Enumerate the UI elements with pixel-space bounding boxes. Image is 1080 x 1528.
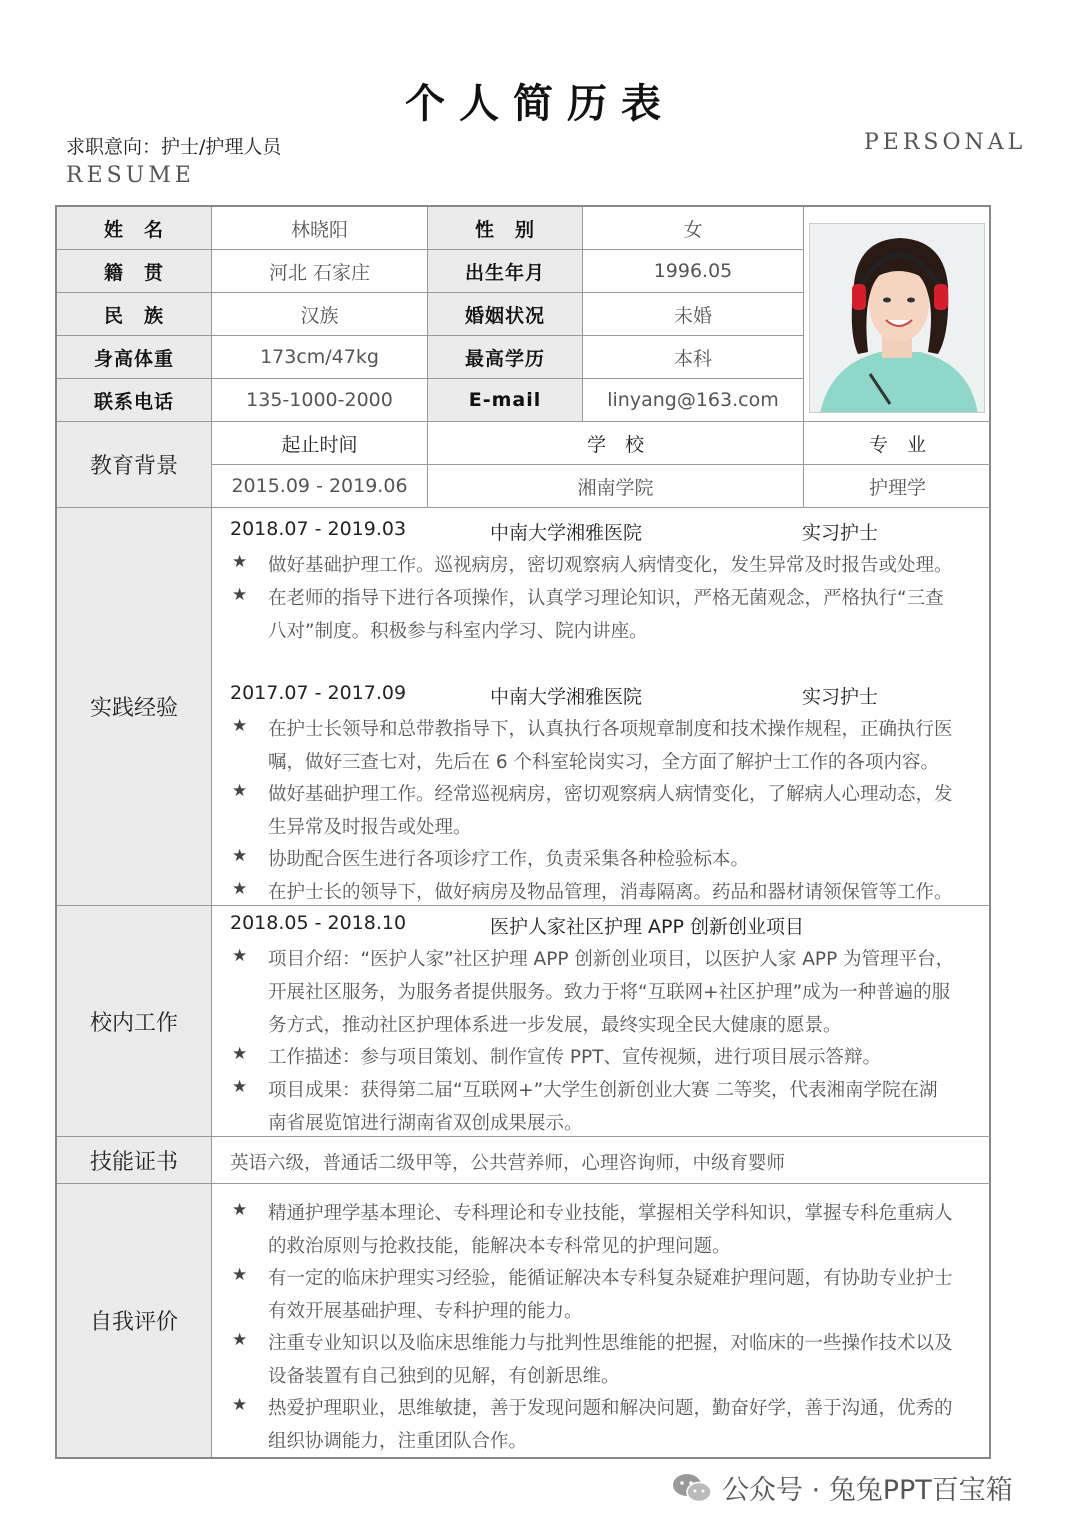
practice-1-role: 实习护士 (802, 522, 879, 544)
value-gender: 女 (583, 207, 804, 250)
label-degree: 最高学历 (428, 336, 583, 379)
bullet-star-icon: ★ (232, 879, 248, 899)
section-self-label: 自我评价 (57, 1184, 212, 1457)
campus-period: 2018.05 - 2018.10 (230, 912, 407, 934)
section-education-label: 教育背景 (57, 422, 212, 508)
self-item-4-line-1: 热爱护理职业，思维敏捷，善于发现问题和解决问题，勤奋好学，善于沟通，优秀的 (268, 1398, 953, 1419)
label-ethnicity: 民 族 (57, 293, 212, 336)
edu-header-major: 专 业 (804, 422, 991, 465)
practice-2-item-3: 协助配合医生进行各项诊疗工作，负责采集各种检验标本。 (268, 849, 750, 870)
practice-2-item-2-line-1: 做好基础护理工作。经常巡视病房，密切观察病人病情变化，了解病人心理动态，发 (268, 784, 953, 805)
campus-item-1-line-1: 项目介绍：“医护人家”社区护理 APP 创新创业项目，以医护人家 APP 为管理平台， (268, 949, 955, 970)
practice-2-role: 实习护士 (802, 686, 879, 708)
edu-value-major: 护理学 (804, 465, 991, 508)
label-gender: 性 别 (428, 207, 583, 250)
practice-1-org: 中南大学湘雅医院 (490, 522, 643, 544)
campus-item-3-line-1: 项目成果：获得第二届“互联网+”大学生创新创业大赛 二等奖，代表湘南学院在湖 (268, 1080, 938, 1101)
bullet-star-icon: ★ (232, 1330, 248, 1350)
watermark (672, 1468, 1013, 1507)
value-email: linyang@163.com (583, 379, 804, 422)
campus-item-1-line-3: 务方式，推动社区护理体系进一步发展，最终实现全民大健康的愿景。 (268, 1015, 842, 1036)
value-ethnicity: 汉族 (212, 293, 428, 336)
campus-item-2: 工作描述：参与项目策划、制作宣传 PPT、宣传视频，进行项目展示答辩。 (268, 1047, 881, 1068)
self-item-1-line-1: 精通护理学基本理论、专科理论和专业技能，掌握相关学科知识，掌握专科危重病人 (268, 1203, 953, 1224)
value-birth: 1996.05 (583, 250, 804, 293)
edu-header-period: 起止时间 (212, 422, 428, 465)
practice-2-item-1-line-1: 在护士长领导和总带教指导下，认真执行各项规章制度和技术操作规程，正确执行医 (268, 719, 953, 740)
practice-2-item-2-line-2: 生异常及时报告或处理。 (268, 817, 472, 838)
skills-text: 英语六级，普通话二级甲等，公共营养师，心理咨询师，中级育婴师 (230, 1153, 786, 1174)
edu-value-period: 2015.09 - 2019.06 (212, 465, 428, 508)
value-degree: 本科 (583, 336, 804, 379)
label-hometown: 籍 贯 (57, 250, 212, 293)
value-name: 林晓阳 (212, 207, 428, 250)
practice-1-item-2-line-2: 八对”制度。积极参与科室内学习、院内讲座。 (268, 621, 648, 642)
bullet-star-icon: ★ (232, 846, 248, 866)
page-title: 个人简历表 (405, 81, 675, 127)
value-height-weight: 173cm/47kg (212, 336, 428, 379)
campus-item-1-line-2: 开展社区服务，为服务者提供服务。致力于将“互联网+社区护理”成为一种普遍的服 (268, 982, 951, 1003)
practice-1-item-2-line-1: 在老师的指导下进行各项操作，认真学习理论知识，严格无菌观念，严格执行“三查 (268, 588, 944, 609)
bullet-star-icon: ★ (232, 1200, 248, 1220)
wechat-icon (672, 1471, 712, 1505)
bullet-star-icon: ★ (232, 1395, 248, 1415)
section-campus-body (212, 906, 991, 1137)
self-item-3-line-1: 注重专业知识以及临床思维能力与批判性思维能的把握，对临床的一些操作技术以及 (268, 1333, 953, 1354)
job-intent: 求职意向：护士/护理人员 (66, 136, 282, 158)
practice-2-item-4: 在护士长的领导下，做好病房及物品管理，消毒隔离。药品和器材请领保管等工作。 (268, 882, 953, 903)
bullet-star-icon: ★ (232, 552, 248, 572)
value-hometown: 河北 石家庄 (212, 250, 428, 293)
bullet-star-icon: ★ (232, 1265, 248, 1285)
practice-1-item-1: 做好基础护理工作。巡视病房，密切观察病人病情变化，发生异常及时报告或处理。 (268, 555, 953, 576)
label-marital: 婚姻状况 (428, 293, 583, 336)
profile-photo (809, 223, 985, 413)
label-birth: 出生年月 (428, 250, 583, 293)
self-item-1-line-2: 的救治原则与抢救技能，能解决本专科常见的护理问题。 (268, 1236, 731, 1257)
section-self-body (212, 1184, 991, 1457)
bullet-star-icon: ★ (232, 585, 248, 605)
practice-2-period: 2017.07 - 2017.09 (230, 682, 407, 704)
value-phone: 135-1000-2000 (212, 379, 428, 422)
resume-word: RESUME (66, 163, 195, 188)
watermark-text: 公众号 · 兔兔PPT百宝箱 (722, 1475, 1013, 1506)
bullet-star-icon: ★ (232, 1044, 248, 1064)
edu-value-school: 湘南学院 (428, 465, 804, 508)
self-item-4-line-2: 组织协调能力，注重团队合作。 (268, 1431, 528, 1452)
self-item-2-line-2: 有效开展基础护理、专科护理的能力。 (268, 1301, 583, 1322)
practice-2-item-1-line-2: 嘱，做好三查七对，先后在 6 个科室轮岗实习，全方面了解护士工作的各项内容。 (268, 752, 940, 773)
bullet-star-icon: ★ (232, 1077, 248, 1097)
bullet-star-icon: ★ (232, 716, 248, 736)
label-phone: 联系电话 (57, 379, 212, 422)
section-practice-body (212, 508, 991, 906)
label-email: E-mail (428, 379, 583, 422)
practice-2-org: 中南大学湘雅医院 (490, 686, 643, 708)
bullet-star-icon: ★ (232, 946, 248, 966)
personal-word: PERSONAL (864, 130, 1027, 155)
section-skills-body (212, 1137, 991, 1184)
resume-table (55, 205, 991, 1459)
label-height-weight: 身高体重 (57, 336, 212, 379)
campus-project: 医护人家社区护理 APP 创新创业项目 (490, 916, 804, 938)
self-item-2-line-1: 有一定的临床护理实习经验，能循证解决本专科复杂疑难护理问题，有协助专业护士 (268, 1268, 953, 1289)
practice-1-period: 2018.07 - 2019.03 (230, 518, 407, 540)
section-campus-label: 校内工作 (57, 906, 212, 1137)
section-practice-label: 实践经验 (57, 508, 212, 906)
value-marital: 未婚 (583, 293, 804, 336)
edu-header-school: 学 校 (428, 422, 804, 465)
self-item-3-line-2: 设备装置有自己独到的见解，有创新思维。 (268, 1366, 620, 1387)
label-name: 姓 名 (57, 207, 212, 250)
bullet-star-icon: ★ (232, 781, 248, 801)
section-skills-label: 技能证书 (57, 1137, 212, 1184)
campus-item-3-line-2: 南省展览馆进行湖南省双创成果展示。 (268, 1113, 583, 1134)
